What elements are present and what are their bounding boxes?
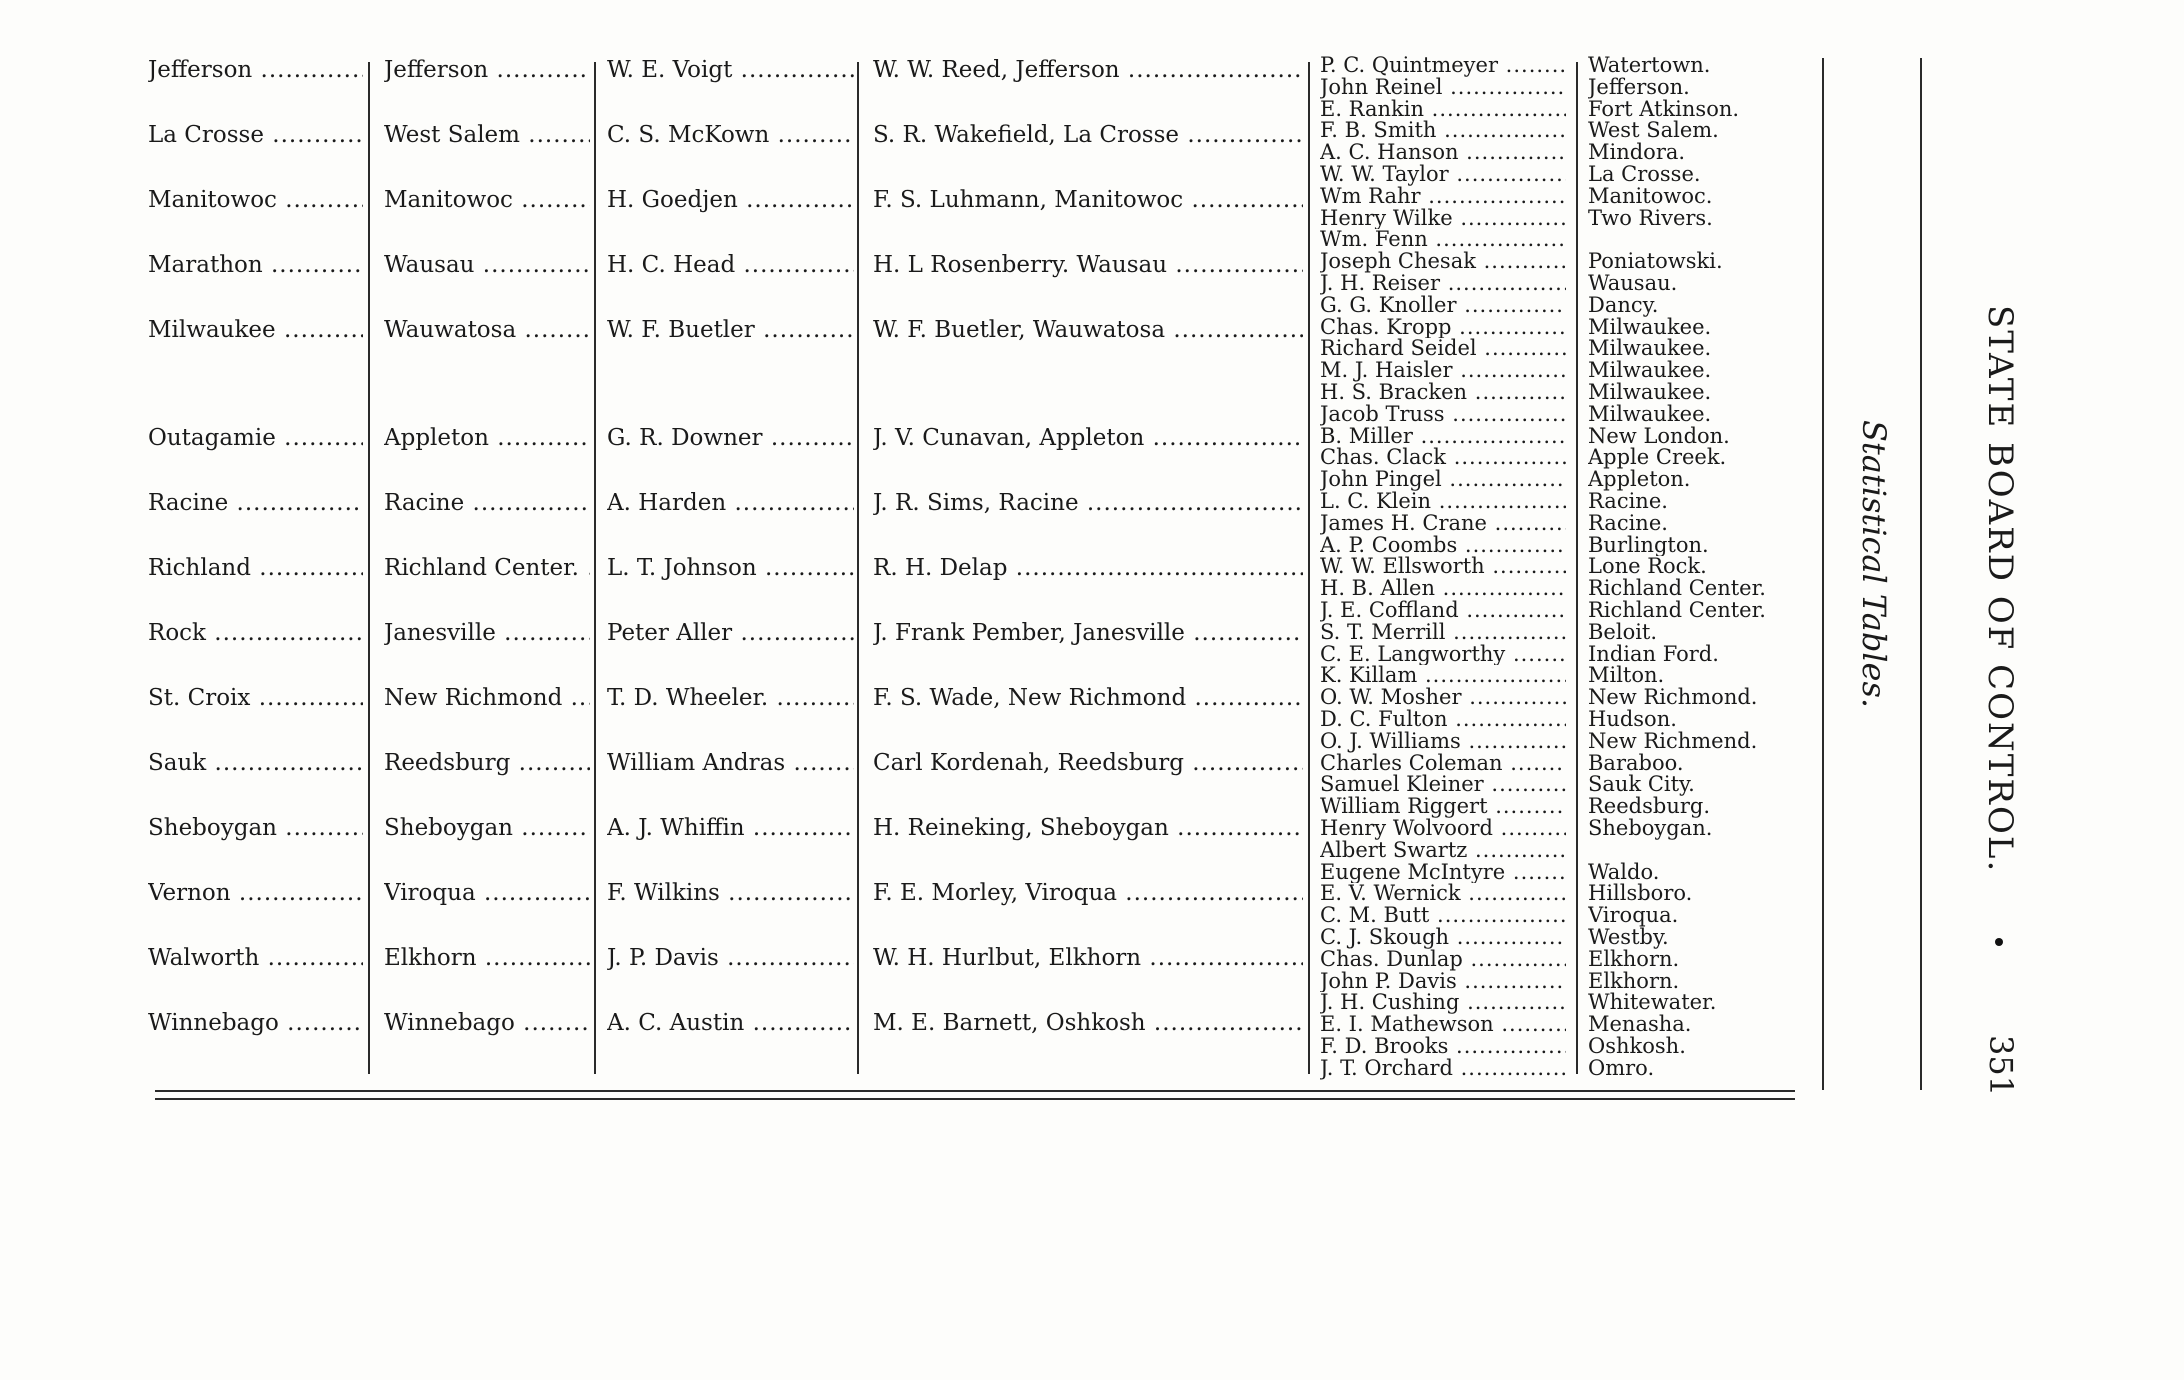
director-place: Hillsboro. [1588, 883, 1693, 906]
county-seat: Racine ..... [384, 489, 590, 517]
director-place: Two Rivers. [1588, 207, 1713, 230]
director-place: Elkhorn. [1588, 948, 1680, 971]
director-place: Appleton. [1588, 469, 1691, 491]
county-seat: Janesville ..... [384, 619, 590, 647]
secretary-name: A. Harden ..... [607, 489, 854, 517]
secretary-name: H. Goedjen ..... [607, 186, 854, 214]
director-name: James H. Crane ..... [1320, 513, 1566, 535]
secretary-name: W. E. Voigt ..... [607, 56, 854, 84]
column-rule [1308, 62, 1310, 1074]
director-name: L. C. Klein ..... [1320, 491, 1566, 513]
county-name: Manitowoc ..... [148, 186, 363, 214]
director-place: Elkhorn. [1588, 970, 1680, 993]
bullet-mark [1995, 938, 2003, 946]
page-number: 351 [1982, 1035, 2020, 1097]
director-place: Jefferson. [1588, 76, 1690, 99]
director-place: Sheboygan. [1588, 818, 1713, 840]
director-place: Hudson. [1588, 709, 1677, 731]
county-seat: Richland Center. ..... [384, 554, 590, 582]
director-place: Milwaukee. [1588, 403, 1712, 426]
director-name: J. T. Orchard ..... [1320, 1058, 1566, 1080]
director-name: F. D. Brooks ..... [1320, 1036, 1566, 1058]
county-seat: Reedsburg ..... [384, 749, 590, 777]
director-place: West Salem. [1588, 120, 1719, 143]
director-name: A. P. Coombs ..... [1320, 535, 1566, 557]
director-place: Reedsburg. [1588, 796, 1711, 818]
director-place: Watertown. [1588, 55, 1711, 77]
margin-rule [1822, 58, 1824, 1090]
county-seat: Wauwatosa ..... [384, 316, 590, 344]
director-place: New Richmond. [1588, 687, 1758, 709]
director-place: New Richmend. [1588, 730, 1758, 753]
county-name: Marathon ..... [148, 251, 363, 279]
column-rule [594, 62, 596, 1074]
director-name: S. T. Merrill ..... [1320, 622, 1566, 644]
director-name: Albert Swartz ..... [1320, 840, 1566, 862]
director-name: Eugene McIntyre ..... [1320, 862, 1566, 884]
county-seat: West Salem ..... [384, 121, 590, 149]
director-place: Indian Ford. [1588, 643, 1719, 666]
director-place: Menasha. [1588, 1014, 1692, 1036]
secretary-name: F. Wilkins ..... [607, 879, 854, 907]
director-name: C. M. Butt ..... [1320, 905, 1566, 927]
county-name: Milwaukee ..... [148, 316, 363, 344]
director-place: Poniatowski. [1588, 251, 1723, 273]
director-place: Burlington. [1588, 534, 1709, 557]
director-place: Omro. [1588, 1057, 1655, 1080]
director-name: J. H. Reiser ..... [1320, 273, 1566, 295]
director-place: Westby. [1588, 927, 1669, 949]
section-title: Statistical Tables. [1855, 420, 1893, 709]
director-name: Henry Wolvoord ..... [1320, 818, 1566, 840]
president-name: W. W. Reed, Jefferson ..... [873, 56, 1303, 84]
director-name: D. C. Fulton ..... [1320, 709, 1566, 731]
director-name: A. C. Hanson ..... [1320, 142, 1566, 164]
secretary-name: G. R. Downer ..... [607, 424, 854, 452]
director-name: E. V. Wernick ..... [1320, 883, 1566, 905]
county-name: Walworth ..... [148, 944, 363, 972]
director-name: John P. Davis ..... [1320, 971, 1566, 993]
director-name: P. C. Quintmeyer ..... [1320, 55, 1566, 77]
director-name: Jacob Truss ..... [1320, 404, 1566, 426]
director-place: Manitowoc. [1588, 185, 1713, 208]
director-place: Apple Creek. [1588, 447, 1727, 470]
county-seat: Manitowoc ..... [384, 186, 590, 214]
president-name: F. S. Luhmann, Manitowoc ..... [873, 186, 1303, 214]
director-name: H. S. Bracken ..... [1320, 382, 1566, 404]
secretary-name: L. T. Johnson ..... [607, 554, 854, 582]
secretary-name: T. D. Wheeler. ..... [607, 684, 854, 712]
director-name: O. W. Mosher ..... [1320, 687, 1566, 709]
director-place: Dancy. [1588, 294, 1659, 317]
director-name: Wm. Fenn ..... [1320, 229, 1566, 251]
county-seat: Viroqua ..... [384, 879, 590, 907]
president-name: S. R. Wakefield, La Crosse ..... [873, 121, 1303, 149]
director-name: John Pingel ..... [1320, 469, 1566, 491]
director-place: Richland Center. [1588, 600, 1766, 622]
director-place: Milwaukee. [1588, 316, 1712, 339]
director-name: W. W. Taylor ..... [1320, 164, 1566, 186]
director-name: E. Rankin ..... [1320, 99, 1566, 121]
column-rule [1576, 62, 1578, 1074]
county-name: Rock ..... [148, 619, 363, 647]
director-place: Mindora. [1588, 142, 1686, 164]
director-place: Racine. [1588, 512, 1668, 535]
county-seat: Winnebago ..... [384, 1009, 590, 1037]
secretary-name: Peter Aller ..... [607, 619, 854, 647]
director-name: Joseph Chesak ..... [1320, 251, 1566, 273]
president-name: F. E. Morley, Viroqua ..... [873, 879, 1303, 907]
director-name: G. G. Knoller ..... [1320, 295, 1566, 317]
director-name: C. E. Langworthy ..... [1320, 644, 1566, 666]
director-name: H. B. Allen ..... [1320, 578, 1566, 600]
director-name: Chas. Clack ..... [1320, 447, 1566, 469]
director-name: Chas. Kropp ..... [1320, 317, 1566, 339]
president-name: W. F. Buetler, Wauwatosa ..... [873, 316, 1303, 344]
column-rule [368, 62, 370, 1074]
secretary-name: H. C. Head ..... [607, 251, 854, 279]
county-seat: Sheboygan ..... [384, 814, 590, 842]
director-name: O. J. Williams ..... [1320, 731, 1566, 753]
county-seat: Wausau ..... [384, 251, 590, 279]
director-name: Wm Rahr ..... [1320, 186, 1566, 208]
director-name: William Riggert ..... [1320, 796, 1566, 818]
table-bottom-rule [155, 1090, 1795, 1092]
county-seat: Jefferson ..... [384, 56, 590, 84]
county-seat: Elkhorn ..... [384, 944, 590, 972]
director-place: Richland Center. [1588, 578, 1766, 600]
county-name: Sheboygan ..... [148, 814, 363, 842]
county-name: La Crosse ..... [148, 121, 363, 149]
secretary-name: A. J. Whiffin ..... [607, 814, 854, 842]
director-name: K. Killam ..... [1320, 665, 1566, 687]
director-place: Waldo. [1588, 861, 1660, 884]
county-name: Jefferson ..... [148, 56, 363, 84]
president-name: F. S. Wade, New Richmond ..... [873, 684, 1303, 712]
secretary-name: W. F. Buetler ..... [607, 316, 854, 344]
director-name: M. J. Haisler ..... [1320, 360, 1566, 382]
director-name: J. H. Cushing ..... [1320, 992, 1566, 1014]
director-name: F. B. Smith ..... [1320, 120, 1566, 142]
director-name: Charles Coleman ..... [1320, 753, 1566, 775]
column-rule [857, 62, 859, 1074]
director-name: Henry Wilke ..... [1320, 208, 1566, 230]
president-name: H. Reineking, Sheboygan ..... [873, 814, 1303, 842]
director-place: Milwaukee. [1588, 360, 1712, 382]
president-name: W. H. Hurlbut, Elkhorn ..... [873, 944, 1303, 972]
president-name: M. E. Barnett, Oshkosh ..... [873, 1009, 1303, 1037]
county-name: Sauk ..... [148, 749, 363, 777]
secretary-name: William Andras ..... [607, 749, 854, 777]
president-name: H. L Rosenberry. Wausau ..... [873, 251, 1303, 279]
county-name: Racine ..... [148, 489, 363, 517]
director-place: Baraboo. [1588, 752, 1684, 775]
director-name: John Reinel ..... [1320, 77, 1566, 99]
director-name: B. Miller ..... [1320, 426, 1566, 448]
director-place: Viroqua. [1588, 905, 1679, 927]
director-place: Oshkosh. [1588, 1036, 1686, 1058]
director-place: Milton. [1588, 665, 1665, 688]
director-place: Wausau. [1588, 273, 1678, 295]
director-name: J. E. Coffland ..... [1320, 600, 1566, 622]
county-seat: Appleton ..... [384, 424, 590, 452]
county-name: St. Croix ..... [148, 684, 363, 712]
director-name: W. W. Ellsworth ..... [1320, 556, 1566, 578]
county-name: Vernon ..... [148, 879, 363, 907]
secretary-name: A. C. Austin ..... [607, 1009, 854, 1037]
president-name: J. R. Sims, Racine ..... [873, 489, 1303, 517]
director-place: Whitewater. [1588, 992, 1717, 1015]
director-place: Milwaukee. [1588, 382, 1712, 404]
county-name: Richland ..... [148, 554, 363, 582]
margin-rule [1920, 58, 1922, 1090]
director-name: C. J. Skough ..... [1320, 927, 1566, 949]
secretary-name: J. P. Davis ..... [607, 944, 854, 972]
president-name: R. H. Delap ..... [873, 554, 1303, 582]
running-head: STATE BOARD OF CONTROL. [1980, 305, 2020, 874]
county-seat: New Richmond ..... [384, 684, 590, 712]
director-place: Fort Atkinson. [1588, 98, 1740, 121]
director-name: Samuel Kleiner ..... [1320, 774, 1566, 796]
director-place: La Crosse. [1588, 164, 1701, 186]
director-place: Racine. [1588, 491, 1668, 513]
president-name: J. Frank Pember, Janesville ..... [873, 619, 1303, 647]
director-place: Milwaukee. [1588, 338, 1712, 361]
director-place: Lone Rock. [1588, 556, 1707, 579]
county-name: Outagamie ..... [148, 424, 363, 452]
director-name: Chas. Dunlap ..... [1320, 949, 1566, 971]
table-bottom-rule [155, 1098, 1795, 1100]
president-name: J. V. Cunavan, Appleton ..... [873, 424, 1303, 452]
director-name: E. I. Mathewson ..... [1320, 1014, 1566, 1036]
county-name: Winnebago ..... [148, 1009, 363, 1037]
secretary-name: C. S. McKown ..... [607, 121, 854, 149]
director-place: Beloit. [1588, 621, 1658, 644]
president-name: Carl Kordenah, Reedsburg ..... [873, 749, 1303, 777]
director-place: Sauk City. [1588, 774, 1695, 797]
director-place: New London. [1588, 425, 1730, 448]
director-name: Richard Seidel ..... [1320, 338, 1566, 360]
